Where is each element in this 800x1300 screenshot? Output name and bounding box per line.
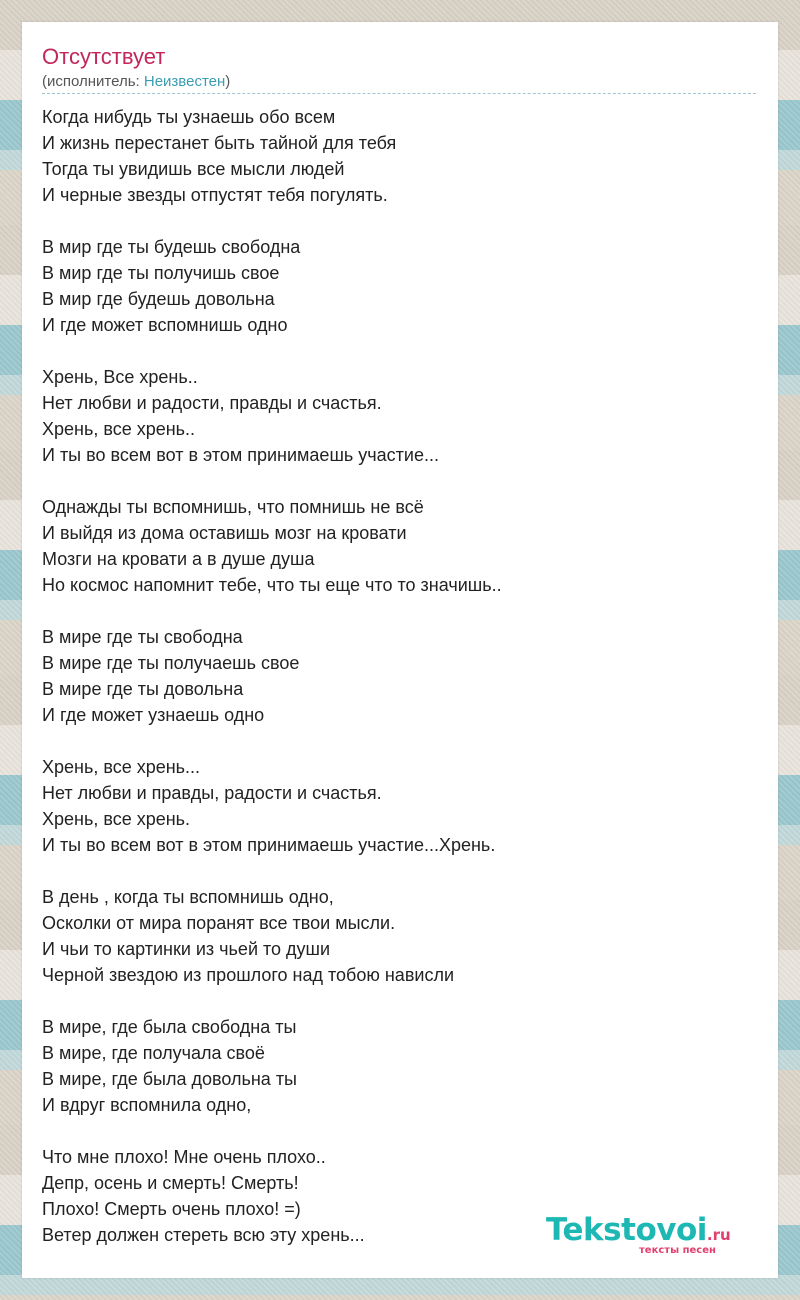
lyrics-text — [42, 106, 742, 1276]
lyrics-line: Депр, осень и смерть! Смерть! — [42, 1173, 299, 1193]
lyrics-stanza — [42, 236, 742, 340]
lyrics-line: Хрень, все хрень... — [42, 757, 201, 777]
lyrics-line: И выйдя из дома оставишь мозг на кровати — [42, 523, 407, 543]
lyrics-line: В мире, где получала своё — [42, 1043, 265, 1063]
lyrics-stanza — [42, 756, 742, 860]
lyrics-line: В мире где ты получаешь свое — [42, 653, 300, 673]
lyrics-line: Когда нибудь ты узнаешь обо всем — [42, 107, 336, 127]
lyrics-line: И ты во всем вот в этом принимаешь участие... — [42, 445, 439, 465]
lyrics-line: Осколки от мира поранят все твои мысли. — [42, 913, 396, 933]
lyrics-stanza — [42, 106, 742, 210]
artist-suffix: ) — [225, 73, 231, 90]
lyrics-line: Но космос напомнит тебе, что ты еще что то значишь.. — [42, 575, 502, 595]
logo-main-text: Tekstovoi — [546, 1212, 707, 1248]
lyrics-line: Тогда ты увидишь все мысли людей — [42, 159, 345, 179]
lyrics-line: В мире где ты свободна — [42, 627, 243, 647]
lyrics-line: Хрень, Все хрень.. — [42, 367, 198, 387]
lyrics-stanza — [42, 886, 742, 990]
title-divider — [42, 93, 756, 94]
lyrics-line: В мире, где была довольна ты — [42, 1069, 297, 1089]
song-title: Отсутствует — [42, 44, 166, 69]
site-logo[interactable] — [546, 1212, 731, 1248]
lyrics-line: В мире, где была свободна ты — [42, 1017, 297, 1037]
lyrics-line: Что мне плохо! Мне очень плохо.. — [42, 1147, 326, 1167]
lyrics-stanza — [42, 496, 742, 600]
artist-link[interactable]: Неизвестен — [143, 73, 226, 90]
lyrics-line: Однажды ты вспомнишь, что помнишь не всё — [42, 497, 424, 517]
lyrics-line: Черной звездою из прошлого над тобою нависли — [42, 965, 454, 985]
lyrics-line: Плохо! Смерть очень плохо! =) — [42, 1199, 301, 1219]
lyrics-line: Хрень, все хрень. — [42, 809, 191, 829]
logo-tagline: тексты песен — [639, 1245, 716, 1256]
lyrics-stanza — [42, 1016, 742, 1120]
lyrics-line: И чьи то картинки из чьей то души — [42, 939, 331, 959]
lyrics-line: И жизнь перестанет быть тайной для тебя — [42, 133, 397, 153]
lyrics-line: Нет любви и правды, радости и счастья. — [42, 783, 382, 803]
logo-tld: .ru — [706, 1226, 731, 1244]
lyrics-line: Мозги на кровати а в душе душа — [42, 549, 315, 569]
lyrics-line: Нет любви и радости, правды и счастья. — [42, 393, 382, 413]
lyrics-line: И где может вспомнишь одно — [42, 315, 288, 335]
artist-line — [42, 73, 230, 91]
artist-prefix: (исполнитель: — [42, 73, 144, 90]
lyrics-stanza — [42, 626, 742, 730]
lyrics-line: В мир где будешь довольна — [42, 289, 275, 309]
lyrics-line: И черные звезды отпустят тебя погулять. — [42, 185, 388, 205]
lyrics-line: В мире где ты довольна — [42, 679, 244, 699]
lyrics-line: В день , когда ты вспомнишь одно, — [42, 887, 334, 907]
lyrics-line: Ветер должен стереть всю эту хрень... — [42, 1225, 365, 1245]
lyrics-line: В мир где ты будешь свободна — [42, 237, 301, 257]
lyrics-card — [22, 22, 778, 1278]
lyrics-line: И вдруг вспомнила одно, — [42, 1095, 252, 1115]
lyrics-line: И где может узнаешь одно — [42, 705, 265, 725]
lyrics-line: Хрень, все хрень.. — [42, 419, 196, 439]
lyrics-stanza — [42, 366, 742, 470]
lyrics-line: И ты во всем вот в этом принимаешь участие...Хрень. — [42, 835, 496, 855]
lyrics-line: В мир где ты получишь свое — [42, 263, 280, 283]
